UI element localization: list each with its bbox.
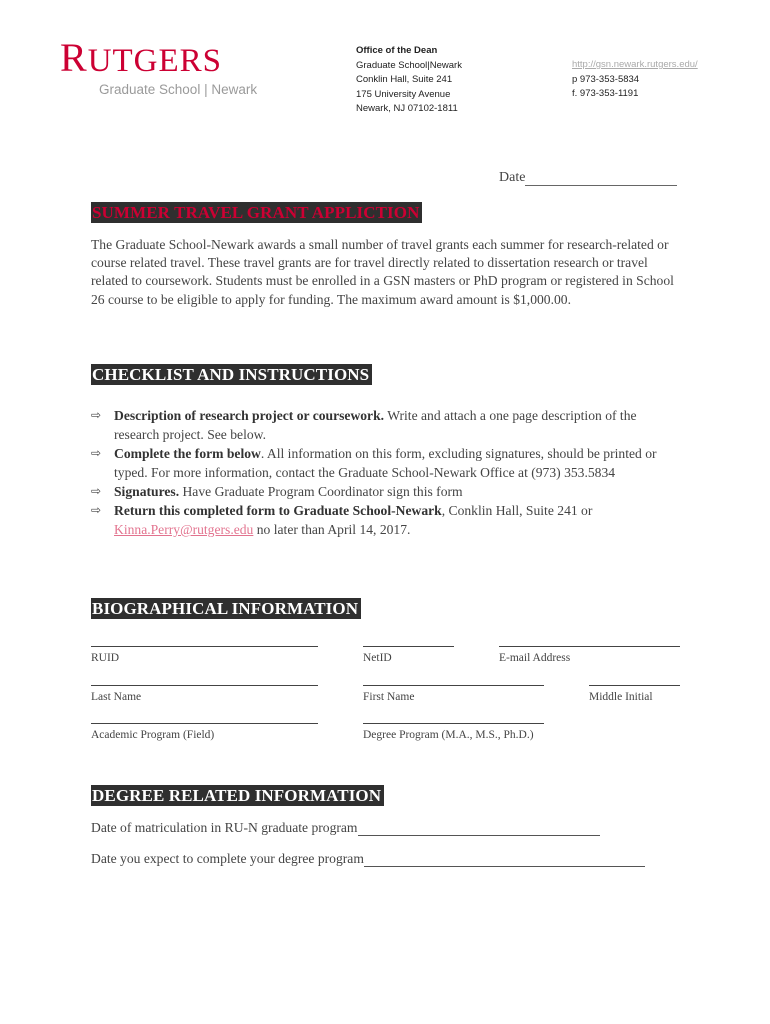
middle-initial-label: Middle Initial: [589, 691, 653, 703]
matriculation-field[interactable]: [91, 820, 600, 836]
completion-field[interactable]: [91, 851, 645, 867]
email-label: E-mail Address: [499, 652, 571, 664]
last-name-field[interactable]: [91, 685, 318, 703]
checklist-item: [91, 482, 681, 501]
matriculation-label: Date of matriculation in RU-N graduate program: [91, 820, 358, 835]
middle-initial-field[interactable]: [589, 685, 680, 703]
phone-number: p 973-353-5834: [572, 73, 640, 85]
checklist-item: [91, 501, 681, 539]
netid-label: NetID: [363, 652, 392, 664]
degree-program-field[interactable]: [363, 723, 544, 741]
checklist-item-text: . All information on this form, excluding signatures, should be printed or typed. For more information, contact the Graduate School-Newark Office at (973) 353.5834: [114, 446, 657, 480]
middle-initial-line[interactable]: [589, 685, 680, 686]
address-line: 175 University Avenue: [356, 88, 451, 100]
website-link[interactable]: http://gsn.newark.rutgers.edu/: [572, 59, 698, 70]
address-line: Conklin Hall, Suite 241: [356, 74, 453, 85]
matriculation-line[interactable]: [358, 822, 600, 836]
checklist-heading: CHECKLIST AND INSTRUCTIONS: [91, 364, 372, 385]
netid-field[interactable]: [363, 646, 454, 664]
last-name-label: Last Name: [91, 691, 142, 703]
checklist-item-title: Return this completed form to Graduate School-Newark: [114, 503, 442, 518]
logo-initial: R: [60, 35, 88, 80]
completion-label: Date you expect to complete your degree program: [91, 851, 364, 866]
logo-subtitle: Graduate School | Newark: [99, 82, 258, 97]
address-line: Newark, NJ 07102-1811: [356, 103, 458, 114]
degree-program-line[interactable]: [363, 723, 544, 724]
logo-rest: UTGERS: [87, 43, 223, 79]
academic-program-field[interactable]: [91, 723, 318, 741]
checklist-item-title: Complete the form below: [114, 446, 261, 461]
arrow-icon: ⇨: [91, 408, 102, 422]
first-name-field[interactable]: [363, 685, 544, 703]
checklist-item-text: , Conklin Hall, Suite 241 or: [441, 503, 593, 518]
checklist-item: [91, 406, 681, 444]
ruid-field[interactable]: [91, 646, 318, 664]
degree-heading: DEGREE RELATED INFORMATION: [91, 785, 384, 806]
academic-program-label: Academic Program (Field): [91, 729, 215, 741]
checklist-item: [91, 444, 681, 482]
checklist-item-title: Signatures.: [114, 484, 180, 499]
last-name-line[interactable]: [91, 685, 318, 686]
checklist-item-deadline: no later than April 14, 2017.: [253, 522, 411, 537]
checklist-item-text: Have Graduate Program Coordinator sign this form: [179, 484, 463, 499]
office-contact: [572, 58, 698, 102]
rutgers-logo: [60, 35, 223, 80]
checklist-item-text: Write and attach a one page description of the research project. See below.: [114, 408, 637, 442]
date-field: [499, 170, 677, 186]
first-name-line[interactable]: [363, 685, 544, 686]
email-field[interactable]: [499, 646, 680, 664]
checklist-item-title: Description of research project or coursework.: [114, 408, 385, 423]
form-title-heading: SUMMER TRAVEL GRANT APPLICTION: [91, 202, 422, 223]
fax-number: f. 973-353-1191: [572, 88, 639, 99]
arrow-icon: ⇨: [91, 503, 102, 517]
arrow-icon: ⇨: [91, 446, 102, 460]
checklist: [91, 406, 681, 539]
office-title: Office of the Dean: [356, 45, 438, 56]
ruid-label: RUID: [91, 652, 120, 664]
office-address: [356, 44, 462, 117]
date-input-line[interactable]: [525, 171, 677, 186]
completion-line[interactable]: [364, 853, 645, 867]
netid-line[interactable]: [363, 646, 454, 647]
intro-paragraph: The Graduate School-Newark awards a small number of travel grants each summer for research-related or course related travel. These travel grants are for travel directly related to dissertation research or travel related to coursework. Students must be enrolled in a GSN masters or PhD program or registered in School 26 course to be eligible to apply for funding. The maximum award amount is $1,000.00.: [91, 237, 674, 307]
ruid-line[interactable]: [91, 646, 318, 647]
address-line: Graduate School|Newark: [356, 59, 462, 71]
bio-heading: BIOGRAPHICAL INFORMATION: [91, 598, 361, 619]
email-link[interactable]: Kinna.Perry@rutgers.edu: [114, 522, 254, 537]
email-line[interactable]: [499, 646, 680, 647]
academic-program-line[interactable]: [91, 723, 318, 724]
degree-program-label: Degree Program (M.A., M.S., Ph.D.): [363, 729, 534, 741]
first-name-label: First Name: [363, 691, 415, 703]
date-label: Date: [499, 170, 526, 185]
arrow-icon: ⇨: [91, 484, 102, 498]
